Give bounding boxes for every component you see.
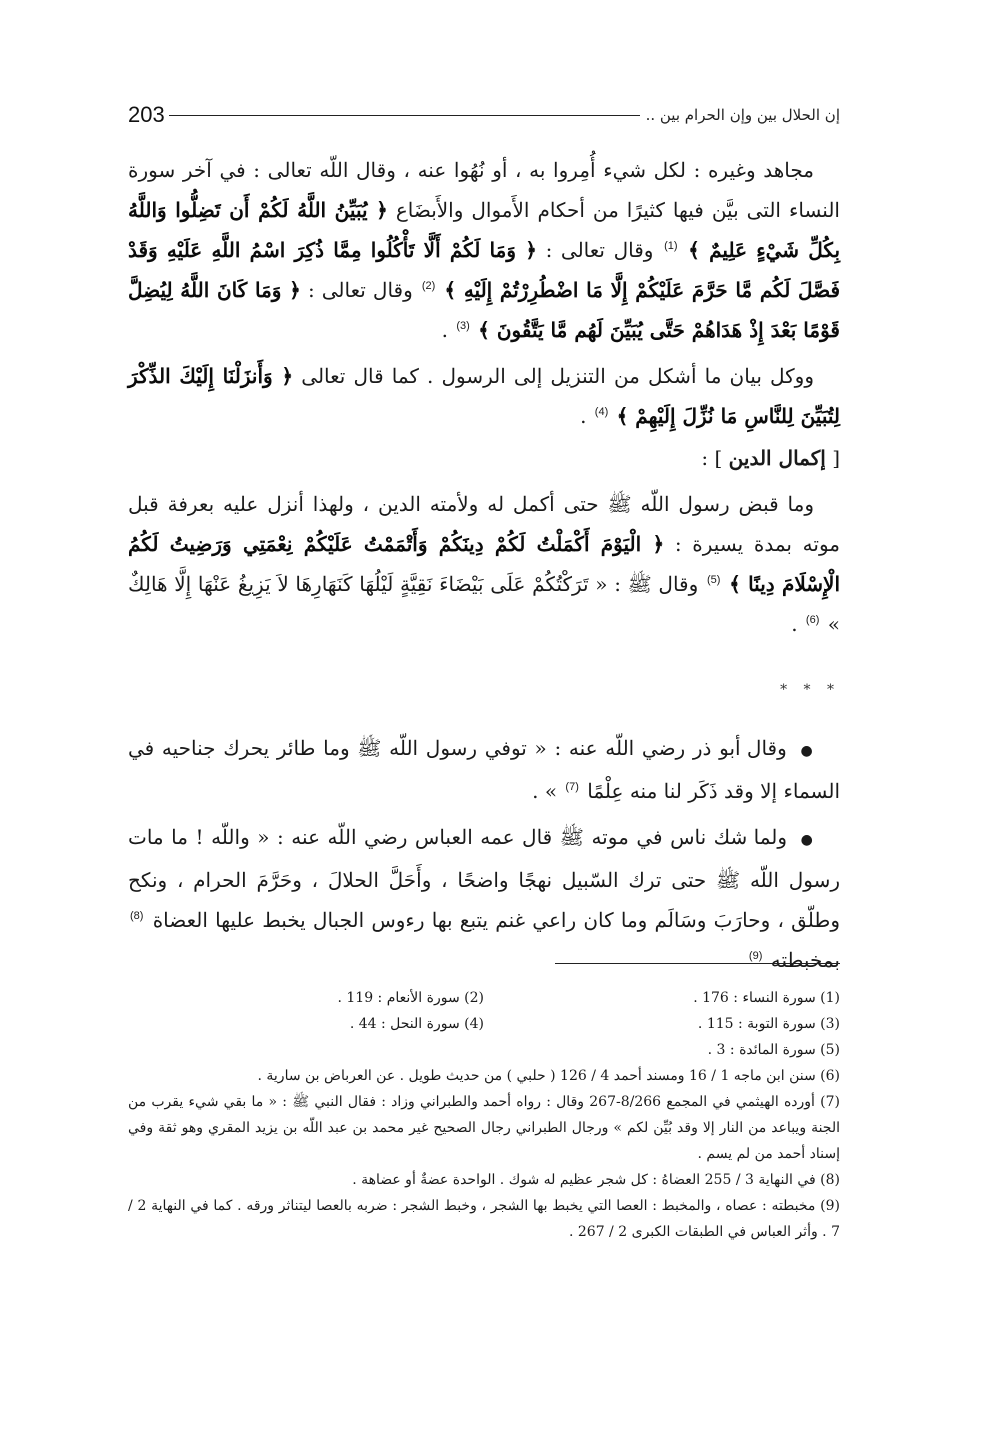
footnote-marker: (5) — [706, 574, 721, 587]
page-header — [128, 98, 840, 132]
footnote-marker: (8) — [130, 910, 144, 923]
paragraph-text: ولما شك ناس في موته ﷺ قال عمه العباس رضي اللّه عنه : « واللّه ! ما مات رسول اللّه ﷺ حتى ترك السّبيل نهجًا واضحًا ، وأَحَلَّ الحلالَ ، وحَرَّمَ الحرام ، ونكح وطلّق ، وحارَبَ وسَالَم وما كان راعي غنم يتبع بها رءوس الجبال يخبط عليها العضاة — [128, 825, 841, 932]
quran-verse: ﴿ وَأَنزَلْنَا إِلَيْكَ الذِّكْرَ لِتُبَيِّنَ لِلنَّاسِ مَا نُزِّلَ إِلَيْهِمْ ﴾ — [128, 364, 840, 428]
quran-verse: ﴿ وَمَا لَكُمْ أَلَّا تَأْكُلُوا مِمَّا ذُكِرَ اسْمُ اللَّهِ عَلَيْهِ وَقَدْ فَصَّلَ لَكُم مَّا حَرَّمَ عَلَيْكُمْ إِلَّا مَا اضْطُرِرْتُمْ إِلَيْهِ ﴾ — [128, 238, 841, 302]
footnote-marker: (9) — [748, 950, 763, 963]
footnote-6: (6) سنن ابن ماجه 1 / 16 ومسند أحمد 4 / 126 ( حلبي ) من حديث طويل . عن العرباض بن سارية . — [257, 1068, 840, 1084]
paragraph-text: وما قبض رسول اللّه ﷺ حتى أكمل له ولأمته الدين ، ولهذا أنزل عليه بعرفة قبل موته بمدة يسيرة : — [128, 492, 840, 556]
paragraph-text: . — [580, 404, 587, 428]
footnote-4: (4) سورة النحل : 44 . — [349, 1016, 484, 1032]
heading-text: إكمال الدين — [728, 446, 826, 470]
paragraph-text: مجاهد وغيره : لكل شيء أُمِروا به ، أو نُهُوا عنه ، وقال اللّه تعالى : في آخر سورة النساء التى بيَّن فيها كثيرًا من أحكام الأَموال والأَبضَاع — [128, 158, 840, 222]
footnote-7: (7) أورده الهيثمي في المجمع 8/266-267 وقال : رواه أحمد والطبراني وزاد : فقال النبي ﷺ : « ما بقي شيء يقرب من الجنة ويباعد من النار إلا وقد بُيِّن لكم » ورجال الطبراني رجال الصحيح غير محمد بن عبد اللّه بن يزيد المقري وهو ثقة وفي إسناد أحمد من لم يسم . — [128, 1094, 840, 1162]
main-text — [128, 150, 840, 980]
bullet-icon: ● — [800, 743, 815, 759]
paragraph-text: وقال تعالى : — [307, 278, 413, 302]
heading-bracket: [ — [832, 446, 840, 470]
paragraph-5 — [128, 817, 840, 980]
page-number: 203 — [128, 102, 165, 127]
footnote-3: (3) سورة التوبة : 115 . — [697, 1016, 840, 1032]
footnote-row — [128, 985, 840, 1011]
section-heading — [128, 438, 840, 478]
footnote-marker: (3) — [456, 320, 470, 333]
footnote-row — [128, 1011, 840, 1037]
paragraph-1 — [128, 150, 840, 350]
paragraph-text: » . — [532, 779, 558, 803]
footnote-9: (9) مخبطته : عصاه ، والمخبط : العصا التي يخبط بها الشجر ، وخبط الشجر : ضربه بالعصا ليتناثر ورقه . كما في النهاية 2 / 7 . وأثر العباس في الطبقات الكبرى 2 / 267 . — [128, 1198, 840, 1240]
quran-verse: ﴿ وَمَا كَانَ اللَّهُ لِيُضِلَّ قَوْمًا بَعْدَ إِذْ هَدَاهُمْ حَتَّى يُبَيِّنَ لَهُم مَّا يَتَّقُونَ ﴾ — [128, 278, 840, 342]
running-title: إن الحلال بين وإن الحرام بين .. — [645, 106, 840, 124]
footnote-divider — [555, 963, 840, 964]
paragraph-4 — [128, 728, 840, 811]
footnote-marker: (1) — [664, 240, 678, 253]
section-separator: * * * — [780, 682, 840, 698]
footnote-1: (1) سورة النساء : 176 . — [693, 990, 840, 1006]
footnote-marker: (4) — [594, 406, 609, 419]
bullet-icon: ● — [800, 832, 815, 848]
footnote-marker: (2) — [421, 280, 436, 293]
header-rule — [169, 115, 640, 116]
footnotes — [128, 985, 840, 1245]
footnote-marker: (7) — [565, 781, 579, 794]
footnote-8: (8) في النهاية 3 / 255 العضاهُ : كل شجر عظيم له شوك . الواحدة عضةٌ أو عضاهة . — [352, 1172, 840, 1188]
paragraph-text: . — [791, 612, 798, 636]
paragraph-text: ووكل بيان ما أشكل من التنزيل إلى الرسول . كما قال تعالى — [301, 364, 815, 388]
quran-verse: ﴿ الْيَوْمَ أَكْمَلْتُ لَكُمْ دِينَكُمْ وَأَتْمَمْتُ عَلَيْكُمْ نِعْمَتِي وَرَضِيتُ لَكُمُ الْإِسْلَامَ دِينًا ﴾ — [128, 532, 841, 596]
footnote-5: (5) سورة المائدة : 3 . — [707, 1042, 840, 1058]
heading-bracket: ] : — [701, 446, 723, 470]
paragraph-2 — [128, 356, 840, 436]
paragraph-3 — [128, 484, 840, 644]
paragraph-text: . — [441, 318, 448, 342]
paragraph-text: وقال أبو ذر رضي اللّه عنه : « توفي رسول اللّه ﷺ وما طائر يحرك جناحيه في السماء إلا وقد ذَكَر لنا منه عِلْمًا — [128, 736, 840, 803]
footnote-marker: (6) — [805, 614, 820, 627]
footnote-2: (2) سورة الأنعام : 119 . — [337, 990, 484, 1006]
paragraph-text: بمخبطته — [770, 948, 840, 972]
quran-verse: ﴿ يُبَيِّنُ اللَّهُ لَكُمْ أَن تَضِلُّوا وَاللَّهُ بِكُلِّ شَيْءٍ عَلِيمٌ ﴾ — [128, 198, 841, 262]
hadith-quote: « تَرَكْتُكُمْ عَلَى بَيْضَاءَ نَقِيَّةٍ لَيْلُهَا كَنَهَارِهَا لاَ يَزِيغُ عَنْهَا إِلَّا هَالِكٌ » — [128, 572, 840, 636]
paragraph-text: وقال تعالى : — [545, 238, 654, 262]
paragraph-text: وقال ﷺ : — [614, 572, 699, 596]
